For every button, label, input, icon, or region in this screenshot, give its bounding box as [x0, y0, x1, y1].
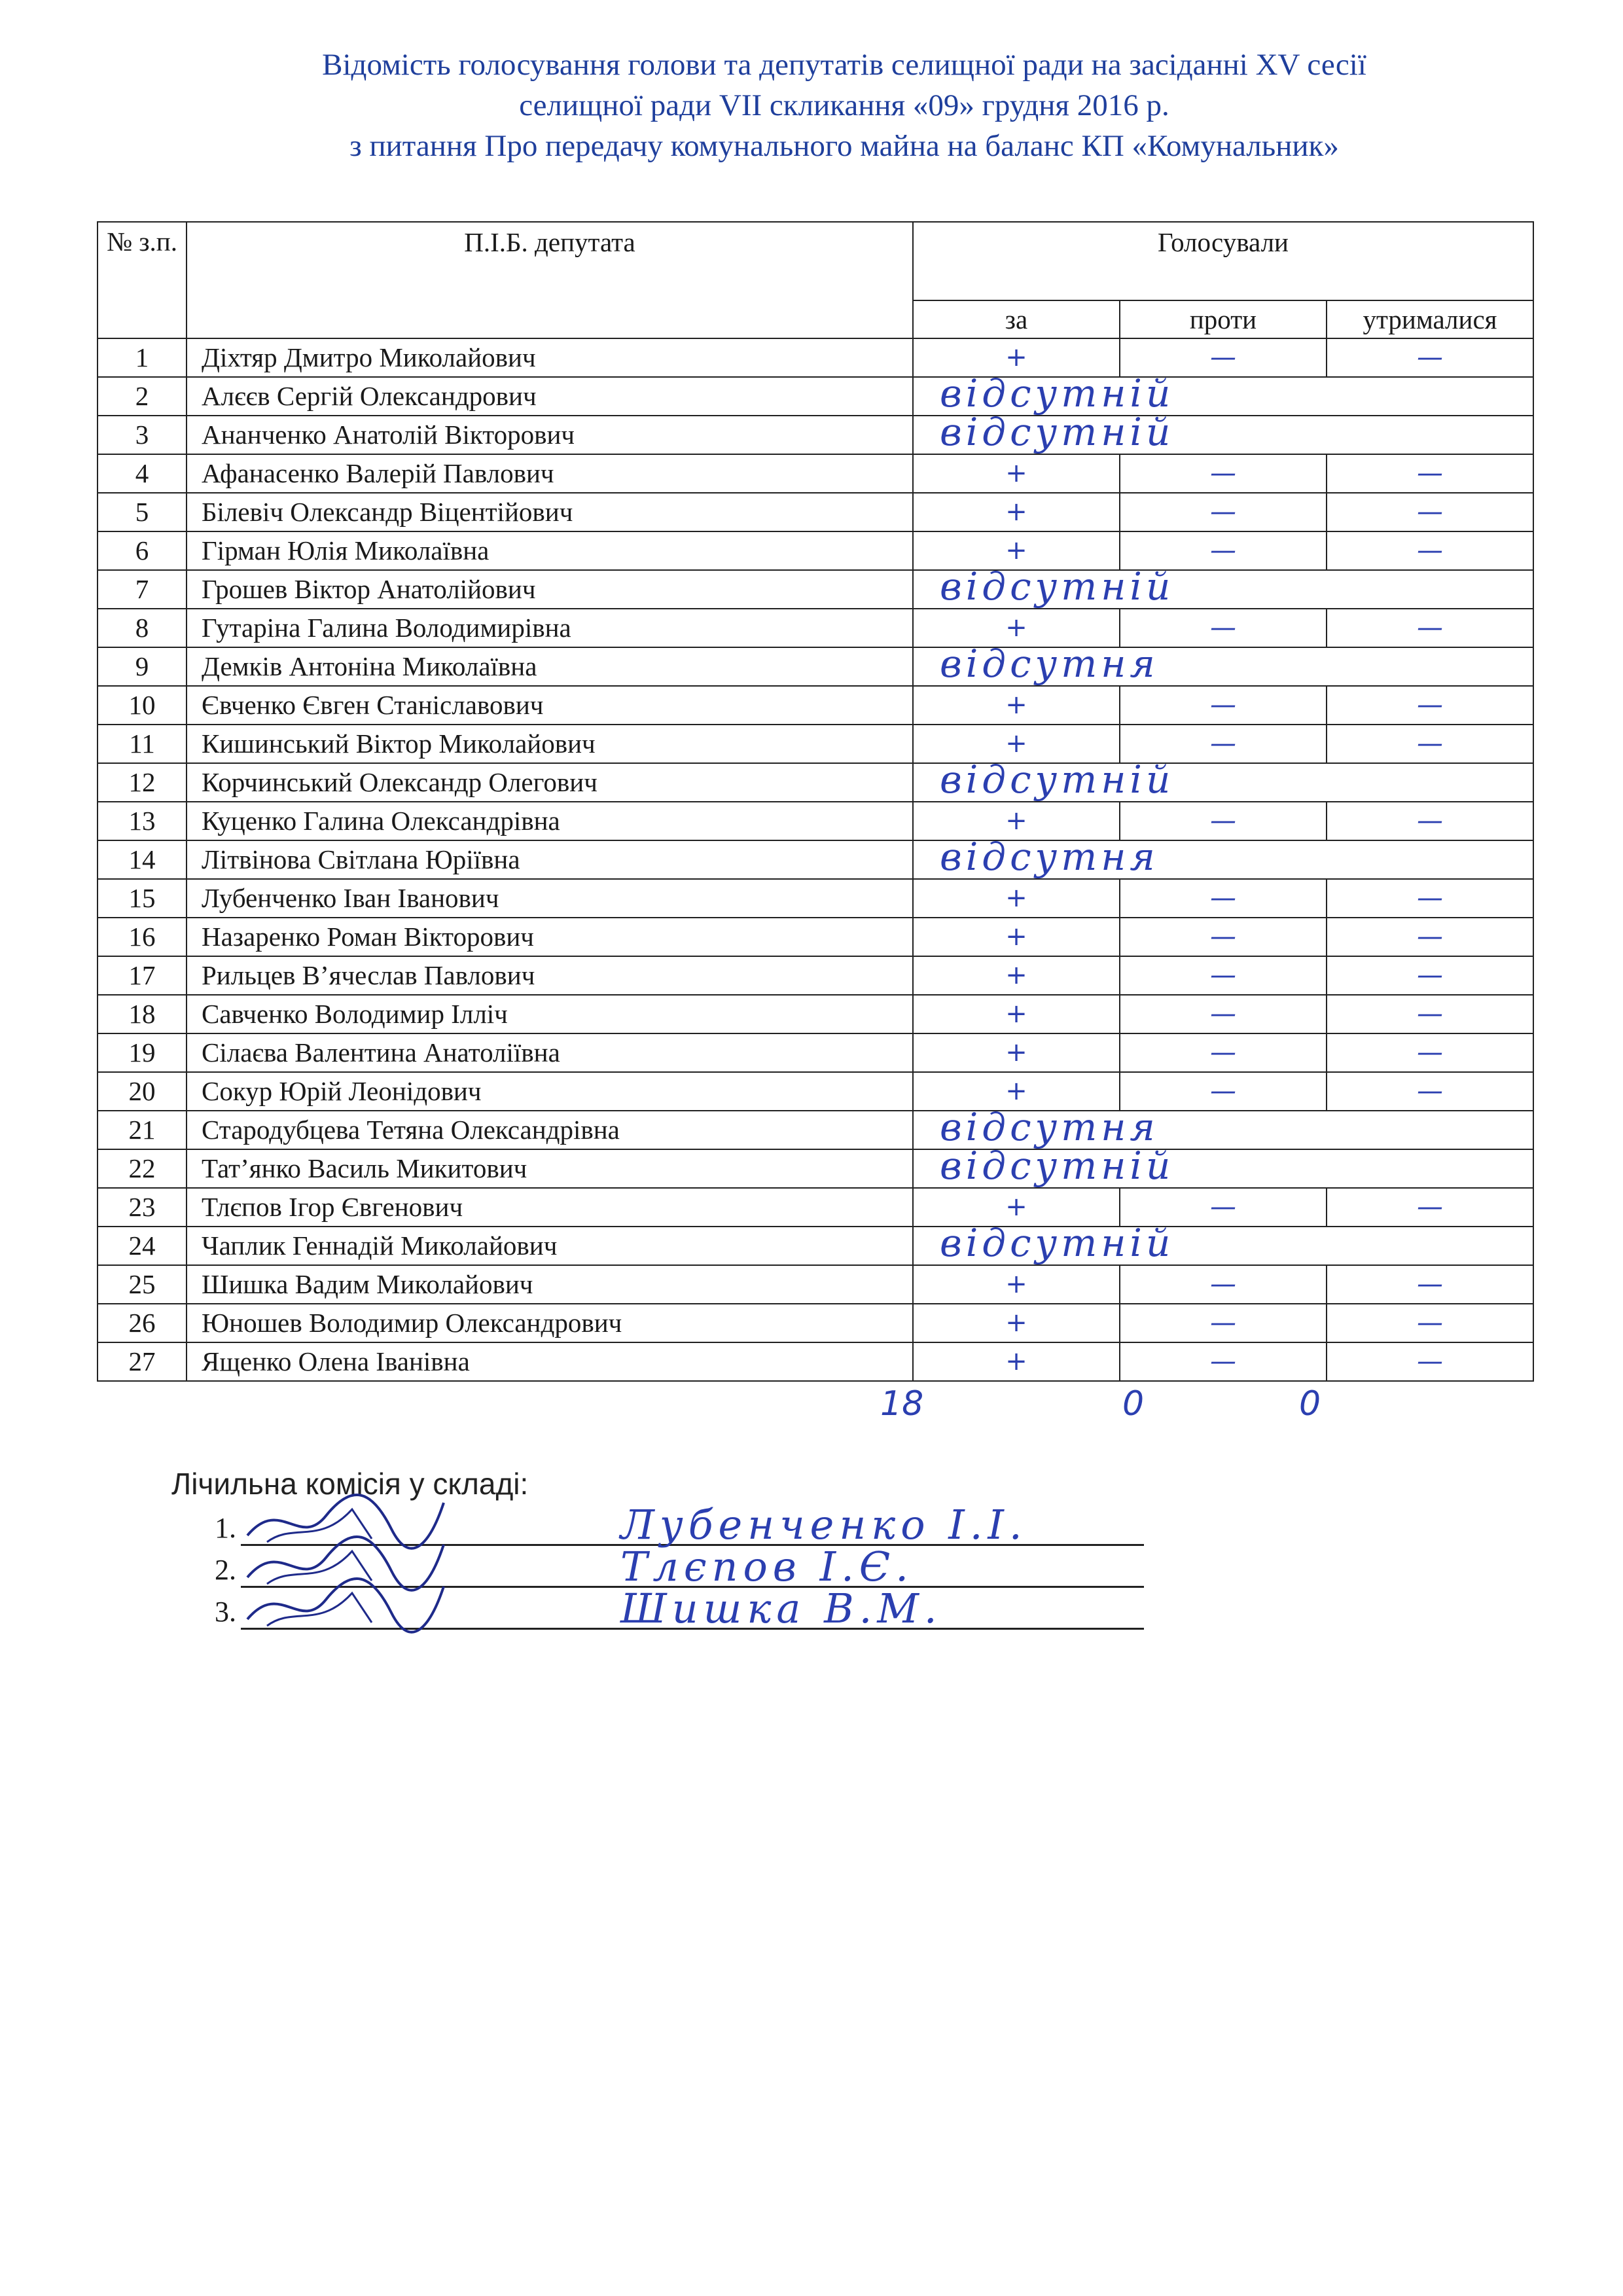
vote-abstain: —	[1327, 1304, 1533, 1342]
row-number: 5	[98, 493, 187, 531]
row-number: 18	[98, 995, 187, 1033]
vote-abstain: —	[1327, 1265, 1533, 1304]
vote-for: +	[913, 531, 1120, 570]
header-abstain: утрималися	[1327, 300, 1533, 338]
vote-abstain: —	[1327, 725, 1533, 763]
row-number: 6	[98, 531, 187, 570]
table-row	[98, 377, 1533, 416]
voting-table	[97, 221, 1534, 1382]
vote-for: +	[913, 338, 1120, 377]
vote-for: +	[913, 454, 1120, 493]
absent-cell	[913, 416, 1533, 454]
row-number: 14	[98, 840, 187, 879]
table-row	[98, 879, 1533, 918]
signature-scribble	[241, 1567, 450, 1639]
vote-for: +	[913, 1072, 1120, 1111]
table-row	[98, 686, 1533, 725]
table-row	[98, 1072, 1533, 1111]
header-voted: Голосували	[913, 222, 1533, 300]
table-row	[98, 570, 1533, 609]
vote-against: —	[1120, 956, 1327, 995]
header-against: проти	[1120, 300, 1327, 338]
vote-abstain: —	[1327, 1342, 1533, 1381]
vote-abstain: —	[1327, 493, 1533, 531]
table-row	[98, 1342, 1533, 1381]
header-name: П.І.Б. депутата	[187, 222, 913, 338]
vote-abstain: —	[1327, 1188, 1533, 1227]
absent-cell	[913, 1227, 1533, 1265]
absent-note: відсутня	[940, 1111, 1159, 1149]
row-number: 19	[98, 1033, 187, 1072]
signature-number: 1.	[215, 1512, 236, 1544]
total-abstain: 0	[1299, 1384, 1321, 1424]
deputy-name: Алєєв Сергій Олександрович	[187, 377, 913, 416]
vote-against: —	[1120, 338, 1327, 377]
vote-for: +	[913, 995, 1120, 1033]
row-number: 4	[98, 454, 187, 493]
vote-for: +	[913, 1265, 1120, 1304]
absent-cell	[913, 570, 1533, 609]
signature-row	[215, 1585, 1144, 1632]
absent-cell	[913, 377, 1533, 416]
vote-against: —	[1120, 1304, 1327, 1342]
deputy-name: Гірман Юлія Миколаївна	[187, 531, 913, 570]
absent-note: відсутній	[940, 1149, 1175, 1188]
deputy-name: Діхтяр Дмитро Миколайович	[187, 338, 913, 377]
vote-abstain: —	[1327, 686, 1533, 725]
absent-cell	[913, 763, 1533, 802]
title-line-1: Відомість голосування голови та депутатів селищної ради на засіданні XV сесії	[322, 48, 1366, 82]
deputy-name: Юношев Володимир Олександрович	[187, 1304, 913, 1342]
vote-for: +	[913, 686, 1120, 725]
deputy-name: Назаренко Роман Вікторович	[187, 918, 913, 956]
row-number: 22	[98, 1149, 187, 1188]
vote-against: —	[1120, 995, 1327, 1033]
deputy-name: Кишинський Віктор Миколайович	[187, 725, 913, 763]
row-number: 2	[98, 377, 187, 416]
absent-cell	[913, 840, 1533, 879]
table-row	[98, 956, 1533, 995]
deputy-name: Шишка Вадим Миколайович	[187, 1265, 913, 1304]
table-row	[98, 1149, 1533, 1188]
absent-note: відсутній	[940, 1227, 1175, 1265]
vote-abstain: —	[1327, 879, 1533, 918]
signature-number: 2.	[215, 1554, 236, 1586]
deputy-name: Тат’янко Василь Микитович	[187, 1149, 913, 1188]
vote-against: —	[1120, 609, 1327, 647]
header-number: № з.п.	[98, 222, 187, 338]
row-number: 11	[98, 725, 187, 763]
vote-against: —	[1120, 1072, 1327, 1111]
vote-abstain: —	[1327, 1072, 1533, 1111]
deputy-name: Грошев Віктор Анатолійович	[187, 570, 913, 609]
table-row	[98, 1227, 1533, 1265]
row-number: 24	[98, 1227, 187, 1265]
deputy-name: Лубенченко Іван Іванович	[187, 879, 913, 918]
absent-note: відсутній	[940, 570, 1175, 609]
vote-abstain: —	[1327, 531, 1533, 570]
total-for: 18	[880, 1384, 924, 1424]
row-number: 1	[98, 338, 187, 377]
row-number: 27	[98, 1342, 187, 1381]
vote-against: —	[1120, 454, 1327, 493]
vote-against: —	[1120, 725, 1327, 763]
row-number: 25	[98, 1265, 187, 1304]
deputy-name: Євченко Євген Станіславович	[187, 686, 913, 725]
vote-against: —	[1120, 918, 1327, 956]
vote-against: —	[1120, 686, 1327, 725]
vote-for: +	[913, 725, 1120, 763]
member-name: Тлєпов І.Є.	[620, 1543, 914, 1590]
deputy-name: Сілаєва Валентина Анатоліївна	[187, 1033, 913, 1072]
deputy-name: Ананченко Анатолій Вікторович	[187, 416, 913, 454]
row-number: 13	[98, 802, 187, 840]
vote-for: +	[913, 1304, 1120, 1342]
vote-against: —	[1120, 1342, 1327, 1381]
deputy-name: Білевіч Олександр Віцентійович	[187, 493, 913, 531]
deputy-name: Корчинський Олександр Олегович	[187, 763, 913, 802]
row-number: 23	[98, 1188, 187, 1227]
vote-abstain: —	[1327, 1033, 1533, 1072]
table-row	[98, 918, 1533, 956]
deputy-name: Куценко Галина Олександрівна	[187, 802, 913, 840]
deputy-name: Стародубцева Тетяна Олександрівна	[187, 1111, 913, 1149]
row-number: 8	[98, 609, 187, 647]
title-line-3: з питання Про передачу комунального майна на баланс КП «Комунальник»	[349, 129, 1339, 163]
table-row	[98, 1304, 1533, 1342]
absent-cell	[913, 1111, 1533, 1149]
vote-for: +	[913, 918, 1120, 956]
table-row	[98, 802, 1533, 840]
vote-against: —	[1120, 1033, 1327, 1072]
row-number: 26	[98, 1304, 187, 1342]
row-number: 17	[98, 956, 187, 995]
deputy-name: Гутаріна Галина Володимирівна	[187, 609, 913, 647]
row-number: 9	[98, 647, 187, 686]
absent-note: відсутній	[940, 763, 1175, 802]
vote-for: +	[913, 1033, 1120, 1072]
deputy-name: Рильцев В’ячеслав Павлович	[187, 956, 913, 995]
table-row	[98, 1188, 1533, 1227]
table-row	[98, 725, 1533, 763]
deputy-name: Літвінова Світлана Юріївна	[187, 840, 913, 879]
vote-for: +	[913, 802, 1120, 840]
deputy-name: Демків Антоніна Миколаївна	[187, 647, 913, 686]
member-name: Шишка В.М.	[620, 1585, 942, 1632]
vote-for: +	[913, 956, 1120, 995]
row-number: 15	[98, 879, 187, 918]
vote-for: +	[913, 609, 1120, 647]
row-number: 7	[98, 570, 187, 609]
title-line-2: селищної ради VII скликання «09» грудня 2016 р.	[519, 88, 1169, 122]
commission-title: Лічильна комісія у складі:	[171, 1467, 529, 1501]
absent-note: відсутній	[940, 416, 1175, 454]
table-row	[98, 995, 1533, 1033]
vote-abstain: —	[1327, 454, 1533, 493]
deputy-name: Афанасенко Валерій Павлович	[187, 454, 913, 493]
table-row	[98, 1265, 1533, 1304]
deputy-name: Чаплик Геннадій Миколайович	[187, 1227, 913, 1265]
vote-against: —	[1120, 1188, 1327, 1227]
signature-number: 3.	[215, 1596, 236, 1628]
row-number: 20	[98, 1072, 187, 1111]
vote-abstain: —	[1327, 918, 1533, 956]
table-row	[98, 493, 1533, 531]
vote-abstain: —	[1327, 956, 1533, 995]
row-number: 16	[98, 918, 187, 956]
deputy-name: Сокур Юрій Леонідович	[187, 1072, 913, 1111]
header-for: за	[913, 300, 1120, 338]
table-row	[98, 1111, 1533, 1149]
table-row	[98, 454, 1533, 493]
vote-against: —	[1120, 493, 1327, 531]
deputy-name: Савченко Володимир Ілліч	[187, 995, 913, 1033]
table-row	[98, 840, 1533, 879]
absent-note: відсутня	[940, 840, 1159, 879]
absent-note: відсутня	[940, 647, 1159, 686]
vote-against: —	[1120, 531, 1327, 570]
document-title	[98, 45, 1590, 166]
table-row	[98, 1033, 1533, 1072]
absent-cell	[913, 1149, 1533, 1188]
vote-against: —	[1120, 879, 1327, 918]
absent-note: відсутній	[940, 377, 1175, 416]
table-row	[98, 416, 1533, 454]
vote-for: +	[913, 1342, 1120, 1381]
deputy-name: Тлєпов Ігор Євгенович	[187, 1188, 913, 1227]
vote-for: +	[913, 1188, 1120, 1227]
row-number: 10	[98, 686, 187, 725]
vote-abstain: —	[1327, 338, 1533, 377]
row-number: 12	[98, 763, 187, 802]
table-row	[98, 763, 1533, 802]
vote-against: —	[1120, 1265, 1327, 1304]
table-row	[98, 609, 1533, 647]
member-name: Лубенченко І.І.	[620, 1501, 1027, 1549]
row-number: 21	[98, 1111, 187, 1149]
deputy-name: Ященко Олена Іванівна	[187, 1342, 913, 1381]
vote-abstain: —	[1327, 802, 1533, 840]
vote-for: +	[913, 879, 1120, 918]
row-number: 3	[98, 416, 187, 454]
table-row	[98, 647, 1533, 686]
total-against: 0	[1122, 1384, 1145, 1424]
table-row	[98, 338, 1533, 377]
vote-abstain: —	[1327, 995, 1533, 1033]
table-row	[98, 531, 1533, 570]
vote-for: +	[913, 493, 1120, 531]
vote-against: —	[1120, 802, 1327, 840]
absent-cell	[913, 647, 1533, 686]
vote-abstain: —	[1327, 609, 1533, 647]
